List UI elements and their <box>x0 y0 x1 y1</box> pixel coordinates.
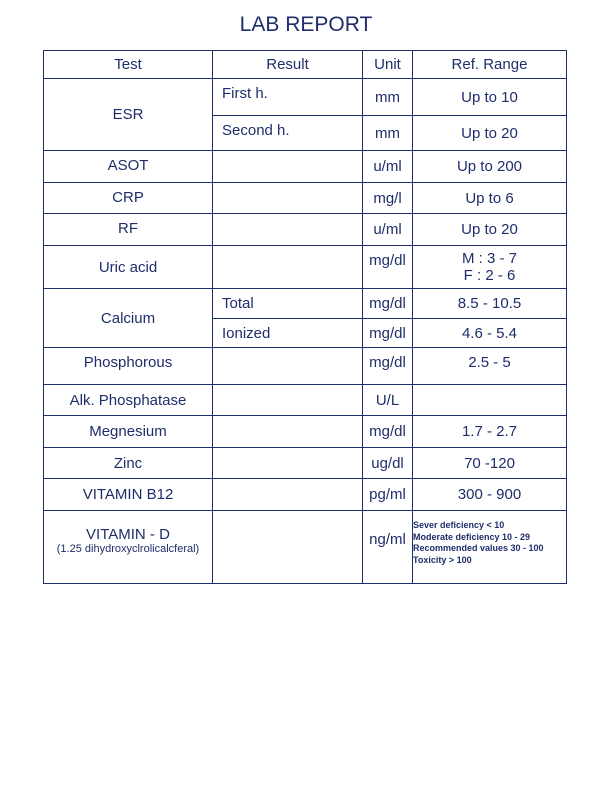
cell-text: 1.7 - 2.7 <box>461 423 518 440</box>
cell-text: Alk. Phosphatase <box>69 391 187 409</box>
header-cell <box>212 50 363 79</box>
table-cell <box>362 318 413 348</box>
table-cell <box>362 447 413 479</box>
table-cell <box>362 288 413 319</box>
ref-range-line: Toxicity > 100 <box>413 554 472 565</box>
cell-text: 4.6 - 5.4 <box>461 325 518 342</box>
table-cell <box>212 318 363 348</box>
cell-text: pg/ml <box>369 486 406 503</box>
table-cell <box>362 78 413 116</box>
table-cell <box>212 478 363 511</box>
test-name <box>43 78 213 151</box>
ref-range-line: Sever deficiency < 10 <box>413 520 505 530</box>
cell-text: 70 -120 <box>464 454 515 472</box>
cell-text: mm <box>375 88 400 106</box>
table-cell <box>212 510 363 584</box>
cell-text: VITAMIN B12 <box>82 486 174 503</box>
cell-text: u/ml <box>373 158 402 175</box>
cell-text: Total <box>222 295 254 312</box>
cell-text: mg/dl <box>369 295 406 312</box>
table-cell <box>412 288 567 319</box>
table-cell <box>362 213 413 246</box>
table-cell <box>412 415 567 448</box>
table-cell <box>212 150 363 183</box>
cell-text: Ionized <box>222 325 271 342</box>
table-cell <box>412 347 567 385</box>
cell-text: Uric acid <box>98 258 158 276</box>
table-cell <box>362 510 413 584</box>
cell-text: Up to 6 <box>465 189 514 207</box>
table-cell <box>212 415 363 448</box>
cell-text: VITAMIN - D <box>86 525 170 543</box>
cell-text: CRP <box>112 189 144 206</box>
cell-text: mg/l <box>373 189 402 207</box>
table-cell <box>212 245 363 289</box>
test-name <box>43 447 213 479</box>
page-title: LAB REPORT <box>239 13 373 36</box>
test-name <box>43 510 213 584</box>
header-cell <box>362 50 413 79</box>
table-cell <box>412 115 567 151</box>
test-name <box>43 415 213 448</box>
table-cell <box>212 115 363 151</box>
table-cell <box>362 415 413 448</box>
test-name <box>43 182 213 214</box>
cell-text: ug/dl <box>371 454 404 472</box>
table-cell <box>362 245 413 289</box>
test-name <box>43 347 213 385</box>
table-cell <box>412 182 567 214</box>
table-cell <box>362 115 413 151</box>
table-cell <box>212 384 363 416</box>
table-cell <box>412 447 567 479</box>
test-name <box>43 213 213 246</box>
table-cell <box>412 510 567 584</box>
table-cell <box>212 288 363 319</box>
table-cell <box>412 384 567 416</box>
ref-range: F : 2 - 6 <box>463 267 516 284</box>
table-cell <box>412 245 567 289</box>
table-cell <box>212 78 363 116</box>
table-cell <box>212 347 363 385</box>
cell-text: Unit <box>374 56 401 73</box>
cell-text: Up to 10 <box>461 88 518 106</box>
header-cell <box>43 50 213 79</box>
test-name <box>43 150 213 183</box>
cell-text: First h. <box>222 85 268 102</box>
table-cell <box>362 478 413 511</box>
cell-text: (1.25 dihydroxyclrolicalcferal) <box>56 542 200 555</box>
cell-text: ng/ml <box>369 531 406 548</box>
table-cell <box>362 384 413 416</box>
cell-text: mg/dl <box>369 252 406 269</box>
ref-range: M : 3 - 7 <box>461 250 517 267</box>
table-cell <box>412 478 567 511</box>
cell-text: U/L <box>375 391 400 409</box>
table-cell <box>412 78 567 116</box>
test-name <box>43 245 213 289</box>
header-cell <box>412 50 567 79</box>
cell-text: Second h. <box>222 122 290 139</box>
cell-text: 8.5 - 10.5 <box>457 295 522 312</box>
cell-text: ESR <box>112 106 144 123</box>
cell-text: Phosphorous <box>83 354 173 371</box>
cell-text: Ref. Range <box>451 56 528 73</box>
table-cell <box>212 182 363 214</box>
table-cell <box>362 347 413 385</box>
test-name <box>43 478 213 511</box>
cell-text: Zinc <box>113 454 143 472</box>
cell-text: 300 - 900 <box>457 486 522 503</box>
cell-text: Megnesium <box>89 423 167 440</box>
table-cell <box>412 213 567 246</box>
table-cell <box>362 150 413 183</box>
cell-text: u/ml <box>373 221 402 238</box>
ref-range-line: Moderate deficiency 10 - 29 <box>413 531 531 542</box>
cell-text: Up to 200 <box>456 158 523 175</box>
table-cell <box>212 213 363 246</box>
test-name <box>43 288 213 348</box>
table-cell <box>212 447 363 479</box>
cell-text: Up to 20 <box>461 221 518 238</box>
cell-text: mg/dl <box>369 325 406 342</box>
cell-text: RF <box>118 220 138 237</box>
cell-text: mg/dl <box>369 423 406 440</box>
cell-text: Result <box>266 56 309 73</box>
cell-text: mg/dl <box>369 354 406 371</box>
cell-text: Calcium <box>100 309 156 327</box>
cell-text: ASOT <box>107 157 149 174</box>
ref-range-line: Recommended values 30 - 100 <box>413 543 544 553</box>
cell-text: Test <box>114 56 142 73</box>
table-cell <box>362 182 413 214</box>
cell-text: mm <box>375 124 400 142</box>
table-cell <box>412 318 567 348</box>
test-name <box>43 384 213 416</box>
table-cell <box>412 150 567 183</box>
cell-text: 2.5 - 5 <box>468 354 511 371</box>
cell-text: Up to 20 <box>461 124 518 142</box>
